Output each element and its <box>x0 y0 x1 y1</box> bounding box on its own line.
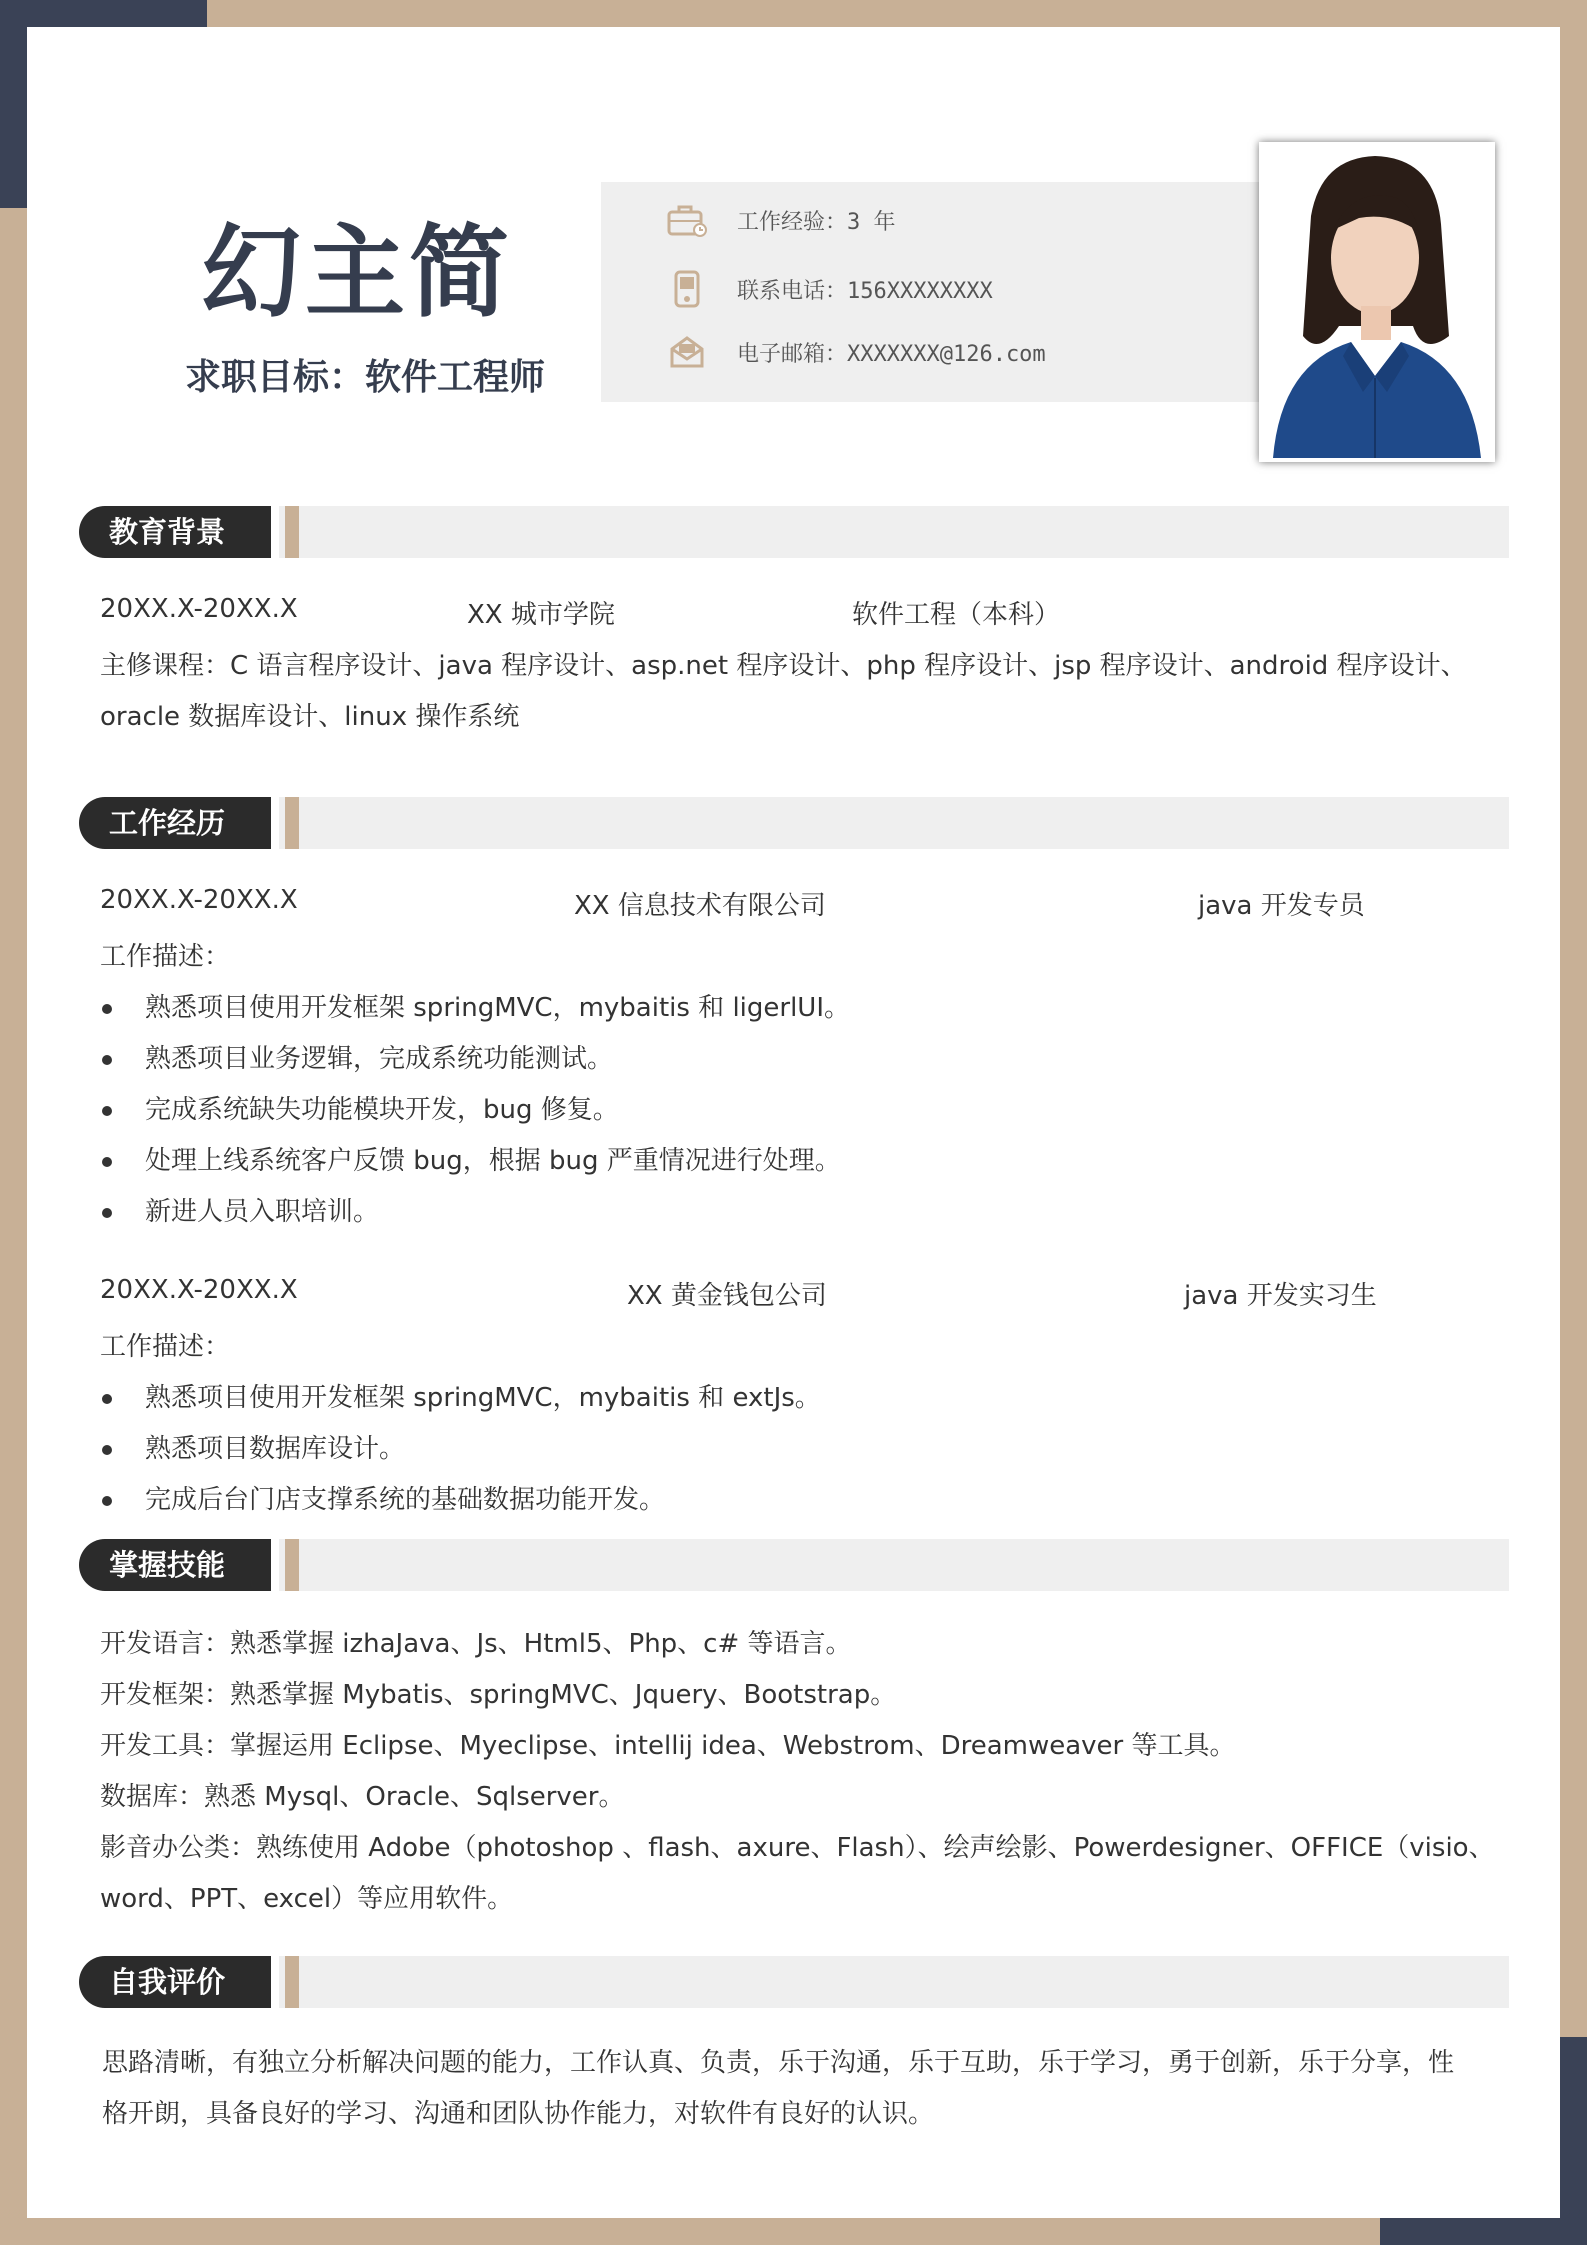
contact-experience <box>601 198 896 242</box>
job-desc-label: 工作描述： <box>100 942 231 972</box>
list-item: 熟悉项目使用开发框架 springMVC，mybaitis 和 ligerlUI。 <box>145 993 851 1023</box>
education-period: 20XX.X-20XX.X <box>100 594 298 624</box>
education-courses-cont: oracle 数据库设计、linux 操作系统 <box>100 702 520 732</box>
portrait-image <box>1263 146 1491 458</box>
bullet-dot <box>102 1496 112 1506</box>
bullet-dot <box>102 1106 112 1116</box>
education-major: 软件工程（本科） <box>852 600 1061 630</box>
list-item: 熟悉项目数据库设计。 <box>145 1434 406 1464</box>
section-title: 教育背景 <box>79 506 271 558</box>
section-title: 掌握技能 <box>79 1539 271 1591</box>
job-period: 20XX.X-20XX.X <box>100 885 298 915</box>
skill-line: 数据库：熟悉 Mysql、Oracle、Sqlserver。 <box>100 1782 625 1812</box>
section-title: 工作经历 <box>79 797 271 849</box>
skill-line: 开发工具：掌握运用 Eclipse、Myeclipse、intellij idea、Webstrom、Dreamweaver 等工具。 <box>100 1731 1236 1761</box>
email-text: 电子邮箱：XXXXXXX@126.com <box>737 341 1046 367</box>
list-item: 熟悉项目使用开发框架 springMVC，mybaitis 和 extJs。 <box>145 1383 821 1413</box>
resume-page <box>27 27 1560 2218</box>
job-desc-label: 工作描述： <box>100 1332 231 1362</box>
skill-line: 影音办公类：熟练使用 Adobe（photoshop 、flash、axure、Flash）、绘声绘影、Powerdesigner、OFFICE（visio、 <box>100 1833 1495 1863</box>
experience-text: 工作经验：3 年 <box>737 209 896 235</box>
section-header-self-eval <box>79 1956 1509 2008</box>
job-role: java 开发专员 <box>1198 891 1365 921</box>
profile-photo <box>1259 142 1495 462</box>
section-header-skills <box>79 1539 1509 1591</box>
skill-line: word、PPT、excel）等应用软件。 <box>100 1884 514 1914</box>
briefcase-icon <box>665 198 709 242</box>
phone-text: 联系电话：156XXXXXXXX <box>737 278 993 304</box>
job-period: 20XX.X-20XX.X <box>100 1275 298 1305</box>
bullet-dot <box>102 1445 112 1455</box>
skill-line: 开发框架：熟悉掌握 Mybatis、springMVC、Jquery、Bootstrap。 <box>100 1680 897 1710</box>
mail-icon <box>665 330 709 374</box>
self-eval-text: 思路清晰，有独立分析解决问题的能力，工作认真、负责，乐于沟通，乐于互助，乐于学习，勇于创新，乐于分享，性 <box>102 2048 1455 2078</box>
contact-phone <box>601 267 993 311</box>
job-objective: 求职目标：软件工程师 <box>184 357 545 398</box>
candidate-name: 幻主简 <box>201 214 513 331</box>
job-company: XX 信息技术有限公司 <box>574 891 826 921</box>
contact-email <box>601 330 1046 374</box>
skill-line: 开发语言：熟悉掌握 izhaJava、Js、Html5、Php、c# 等语言。 <box>100 1629 852 1659</box>
contact-panel <box>601 182 1287 402</box>
bullet-dot <box>102 1055 112 1065</box>
section-header-work <box>79 797 1509 849</box>
education-school: XX 城市学院 <box>467 600 615 630</box>
education-courses: 主修课程：C 语言程序设计、java 程序设计、asp.net 程序设计、php 程序设计、jsp 程序设计、android 程序设计、 <box>100 651 1467 681</box>
section-header-education <box>79 506 1509 558</box>
list-item: 熟悉项目业务逻辑，完成系统功能测试。 <box>145 1044 614 1074</box>
list-item: 处理上线系统客户反馈 bug，根据 bug 严重情况进行处理。 <box>145 1146 841 1176</box>
list-item: 完成后台门店支撑系统的基础数据功能开发。 <box>145 1485 666 1515</box>
job-company: XX 黄金钱包公司 <box>627 1281 827 1311</box>
list-item: 新进人员入职培训。 <box>145 1197 380 1227</box>
bullet-dot <box>102 1208 112 1218</box>
bullet-dot <box>102 1394 112 1404</box>
bullet-dot <box>102 1157 112 1167</box>
bullet-dot <box>102 1004 112 1014</box>
list-item: 完成系统缺失功能模块开发，bug 修复。 <box>145 1095 619 1125</box>
phone-icon <box>665 267 709 311</box>
section-title: 自我评价 <box>79 1956 271 2008</box>
job-role: java 开发实习生 <box>1184 1281 1377 1311</box>
self-eval-text-cont: 格开朗，具备良好的学习、沟通和团队协作能力，对软件有良好的认识。 <box>102 2099 935 2129</box>
